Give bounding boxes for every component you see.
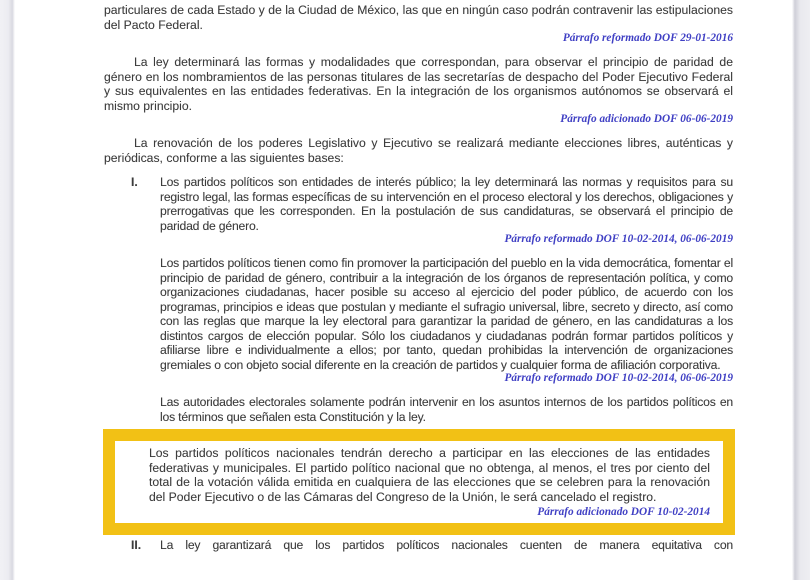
dof-annotation-reformado-2014-2019-a: Párrafo reformado DOF 10-02-2014, 06-06-2019 (504, 233, 733, 245)
dof-annotation-adicionado-2014: Párrafo adicionado DOF 10-02-2014 (537, 506, 710, 518)
paragraph-paridad-genero: La ley determinará las formas y modalidades que correspondan, para observar el principio de paridad de género en los nombramientos de las personas titulares de las secretarías de despacho del Poder Ejecutivo Federal y sus equivalentes en las entidades federativas. En la integración de los organismos autónomos se observará el mismo principio. (104, 55, 733, 113)
yellow-highlight-box (103, 429, 735, 535)
paragraph-estado-pacto-federal: particulares de cada Estado y de la Ciudad de México, las que en ningún caso podrán contravenir las estipulaciones del Pacto Federal. (104, 3, 733, 32)
paragraph-autoridades-electorales: Las autoridades electorales solamente podrán intervenir en los asuntos internos de los partidos políticos en los términos que señalen esta Constitución y la ley. (160, 395, 733, 424)
fraccion-1-text: Los partidos políticos son entidades de interés público; la ley determinará las normas y requisitos para su registro legal, las formas específicas de su intervención en el proceso electoral y los derechos, obligaciones y prerrogativas que les corresponden. En la postulación de sus candidaturas, se observará el principio de paridad de género. (160, 175, 733, 233)
paragraph-cancelacion-registro: Los partidos políticos nacionales tendrán derecho a participar en las elecciones de las entidades federativas y municipales. El partido político nacional que no obtenga, al menos, el tres por ciento del total de la votación válida emitida en cualquiera de las elecciones que se celebren para la renovación del Poder Ejecutivo o de las Cámaras del Congreso de la Unión, le será cancelado el registro. (149, 446, 710, 504)
paragraph-fines-partidos: Los partidos políticos tienen como fin promover la participación del pueblo en la vida democrática, fomentar el principio de paridad de género, contribuir a la integración de los órganos de representación política, y como organizaciones ciudadanas, hacer posible su acceso al ejercicio del poder público, de acuerdo con los programas, principios e ideas que postulan y mediante el sufragio universal, libre, secreto y directo, así como con las reglas que marque la ley electoral para garantizar la paridad de género, en las candidaturas a los distintos cargos de elección popular. Sólo los ciudadanos y ciudadanas podrán formar partidos políticos y afiliarse libre e individualmente a ellos; por tanto, quedan prohibidas la intervención de organizaciones gremiales o con objeto social diferente en la creación de partidos y cualquier forma de afiliación corporativa. (160, 256, 733, 372)
dof-annotation-reformado-2014-2019-b: Párrafo reformado DOF 10-02-2014, 06-06-2019 (504, 372, 733, 384)
fraccion-1-marker: I. (131, 175, 138, 189)
list-item-fraccion-1 (104, 175, 733, 233)
dof-annotation-reformado-2016: Párrafo reformado DOF 29-01-2016 (562, 32, 733, 44)
dof-annotation-adicionado-2019: Párrafo adicionado DOF 06-06-2019 (560, 113, 733, 125)
paragraph-renovacion-poderes: La renovación de los poderes Legislativo y Ejecutivo se realizará mediante elecciones libres, auténticas y periódicas, conforme a las siguientes bases: (104, 136, 733, 165)
fraccion-2-text: La ley garantizará que los partidos políticos nacionales cuenten de manera equitativa con (160, 538, 733, 552)
fraccion-2-marker: II. (131, 538, 142, 552)
list-item-fraccion-2 (104, 538, 733, 553)
